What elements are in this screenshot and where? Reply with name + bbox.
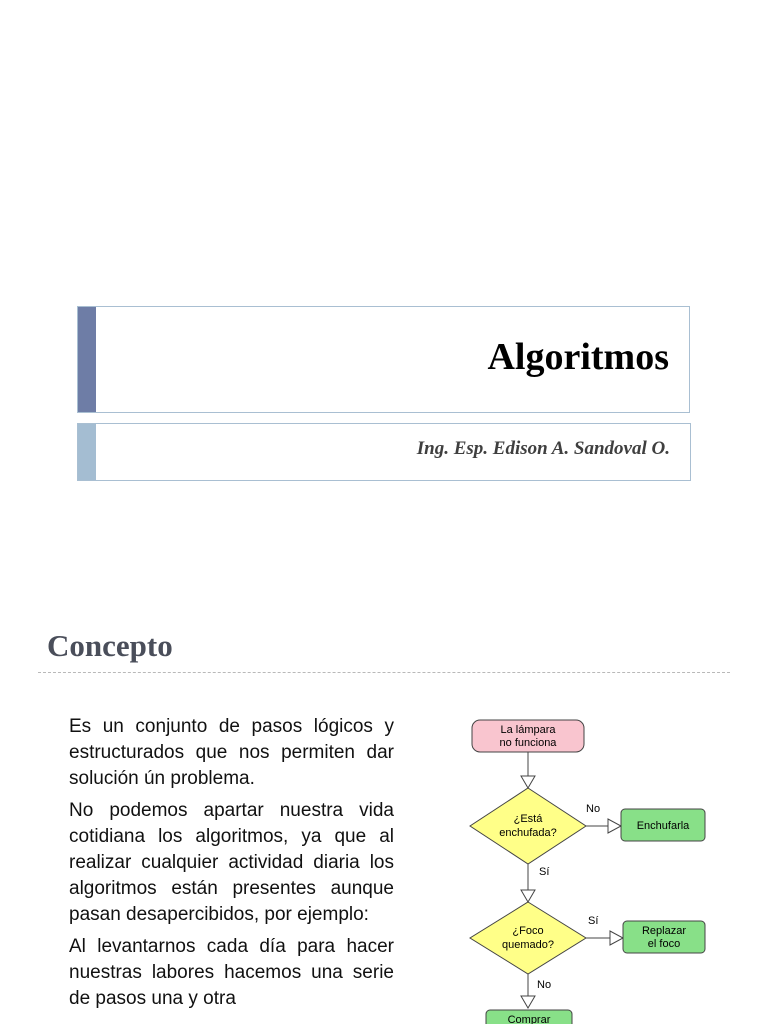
flow-label-yes-1: Sí: [539, 866, 550, 878]
flow-label-no-1: No: [586, 803, 601, 815]
flow-decision-1: [470, 788, 586, 864]
flow-action-1-label: Enchufarla: [636, 820, 690, 832]
body-text: [69, 714, 394, 1018]
flow-label-yes-2: Sí: [588, 915, 599, 927]
paragraph: Al levantarnos cada día para hacer nuestras labores hacemos una serie de pasos una y otra: [69, 936, 394, 1009]
flow-decision-2-line2: quemado?: [502, 939, 554, 951]
flow-label-no-2: No: [537, 979, 552, 991]
flow-arrow: [521, 890, 535, 902]
flow-arrow: [610, 931, 623, 945]
paragraph: Es un conjunto de pasos lógicos y estructurados que nos permiten dar solución ún problema.: [69, 716, 394, 789]
subtitle-accent-bar: [78, 424, 96, 480]
slide-title: Algoritmos: [487, 336, 669, 378]
paragraph: No podemos apartar nuestra vida cotidiana los algoritmos, ya que al realizar cualquier actividad diaria los algoritmos están presentes aunque pasan desapercibidos, por ejemplo:: [69, 800, 394, 925]
flow-decision-2: [470, 902, 586, 974]
slide-subtitle: Ing. Esp. Edison A. Sandoval O.: [416, 438, 670, 459]
heading-divider: [38, 672, 730, 673]
flow-arrow: [521, 996, 535, 1008]
flow-decision-1-line1: ¿Está: [513, 813, 543, 825]
flow-action-3-label: Comprar: [507, 1014, 551, 1024]
concept-slide: [0, 580, 768, 1024]
flow-arrow: [521, 776, 535, 788]
flow-decision-1-line2: enchufada?: [499, 827, 557, 839]
flow-decision-2-line1: ¿Foco: [512, 925, 544, 937]
flow-start-line2: no funciona: [499, 737, 557, 749]
flow-arrow: [608, 819, 621, 833]
flow-start-line1: La lámpara: [500, 724, 556, 736]
flowchart: [460, 712, 720, 1024]
title-accent-bar: [78, 307, 96, 412]
section-heading: Concepto: [47, 628, 173, 663]
flow-action-2-line2: el foco: [647, 938, 681, 950]
subtitle-frame: [77, 423, 691, 481]
title-frame: [77, 306, 690, 413]
flow-action-2-line1: Replazar: [641, 925, 687, 937]
